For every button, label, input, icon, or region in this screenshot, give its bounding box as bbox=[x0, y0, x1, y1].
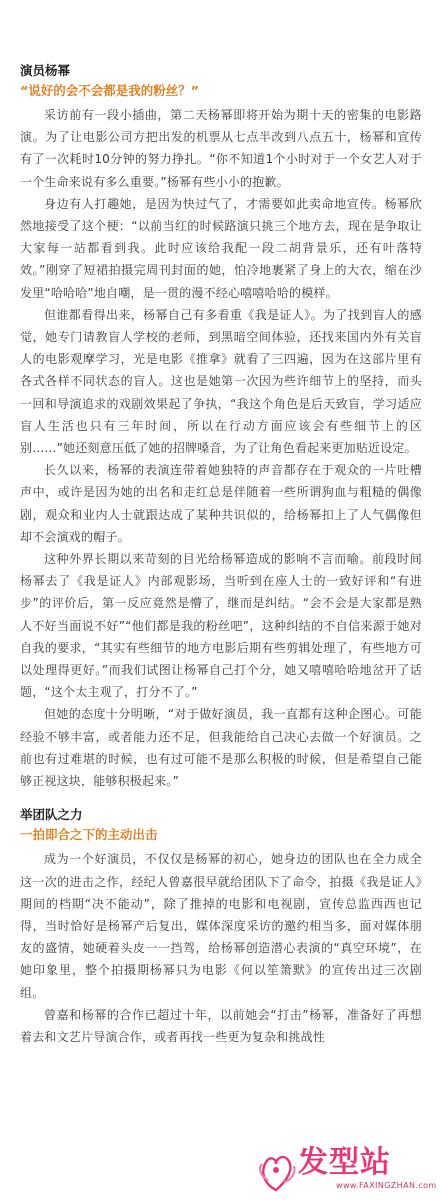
paragraph: 采访前有一段小插曲，第二天杨幂即将开始为期十天的密集的电影路演。为了让电影公司方把出发的机票从七点半改到八点五十，杨幂和宣传有了一次耗时10分钟的努力挣扎。“你不知道1个小时对于一个女艺人对于一个生命来说有多么重要。”杨幂有些小小的抱歉。 bbox=[20, 108, 422, 189]
watermark-logo bbox=[254, 1145, 437, 1196]
paragraph: 但谁都看得出来，杨幂自己有多看重《我是证人》。为了找到盲人的感觉，她专门请教盲人学校的老师，到黑暗空间体验，还找来国内外有关盲人的电影观摩学习，光是电影《推拿》就看了三四遍，因为在这部片里有各式各样不同状态的盲人。这也是她第一次因为些许细节上的坚持，而头一回和导演追求的戏剧效果起了争执，“我这个角色是后天致盲，学习适应盲人生活也只有三年时间，所以在行动方面应该会有些细节上的区别……”她还刻意压低了她的招牌嗓音，为了让角色看起来更加贴近设定。 bbox=[20, 307, 422, 456]
section-title-team: 举团队之力 bbox=[20, 807, 83, 823]
paragraph: 这种外界长期以来苛刻的目光给杨幂造成的影响不言而喻。前段时间杨幂去了《我是证人》内部观影场，当听到在座人士的一致好评和“有进步”的评价后，第一反应竟然是懵了，继而是纠结。“会不会是大家都是熟人不好当面说不好”“他们都是我的粉丝吧”，这种纠结的不自信来源于她对自我的要求，“其实有些细节的地方电影后期有些剪辑处理了，有些地方可以处理得更好。”而我们试图让杨幂自己打个分，她又嘻嘻哈哈地岔开了话题，“这个太主观了，打分不了。” bbox=[20, 552, 422, 700]
watermark-title: 发型站 bbox=[298, 1145, 391, 1180]
paragraph: 曾嘉和杨幂的合作已超过十年，以前她会“打击”杨幂，准备好了再想着去和文艺片导演合作，或者再找一些更为复杂和挑战性 bbox=[20, 1007, 422, 1044]
section-title-actress: 演员杨幂 bbox=[20, 63, 71, 78]
paragraph: 长久以来，杨幂的表演连带着她独特的声音都存在于观众的一片吐槽声中，或许是因为她的出名和走红总是伴随着一些所谓狗血与粗糙的偶像剧，观众和业内人士就跟达成了某种共识似的，给杨幂扣上了人气偶像但却不会演戏的帽子。 bbox=[20, 463, 422, 544]
section-subtitle-initiative: 一拍即合之下的主动出击 bbox=[20, 827, 158, 843]
flower-logo-icon bbox=[254, 1150, 300, 1194]
paragraph: 身边有人打趣她，是因为快过气了，才需要如此卖命地宣传。杨幂欣然地接受了这个梗：“以前当红的时候路演只挑三个地方去，现在是争取让大家每一站都看到我。此时应该给我配一段二胡背景乐，还有叶落特效。”刚穿了短裙拍摄完周刊封面的她，怕冷地裹紧了身上的大衣，缩在沙发里“哈哈哈”地自嘲，是一贯的漫不经心嘻嘻哈哈的模样。 bbox=[20, 196, 422, 300]
paragraph: 但她的态度十分明晰，“对于做好演员，我一直都有这种企图心。可能经验不够丰富，或者能力还不足，但我能给自己决心去做一个好演员。之前也有过难堪的时候，也有过可能不是那么积极的时候，但是希望自己能够正视这块，能够积极起来。” bbox=[20, 707, 422, 789]
section-subtitle-fans-quote: “说好的会不会都是我的粉丝？” bbox=[20, 83, 199, 98]
paragraph: 成为一个好演员，不仅仅是杨幂的初心，她身边的团队也在全力成全这一次的进击之作，经纪人曾嘉很早就给团队下了命令，拍摄《我是证人》期间的档期“决不能动”，除了推掉的电影和电视剧，宣传总监西西也记得，当时恰好是杨幂产后复出，媒体深度采访的邀约相当多，面对媒体朋友的盛情，她硬着头皮一一挡驾，给杨幂创造潜心表演的“真空环境”，在她印象里，整个拍摄期杨幂只为电影《何以笙箫默》的宣传出过三次剧组。 bbox=[20, 852, 422, 1000]
watermark-url: www.FAXINGZHAN.com bbox=[336, 1181, 437, 1190]
article-content bbox=[20, 62, 422, 1048]
section-spacer bbox=[20, 792, 422, 806]
